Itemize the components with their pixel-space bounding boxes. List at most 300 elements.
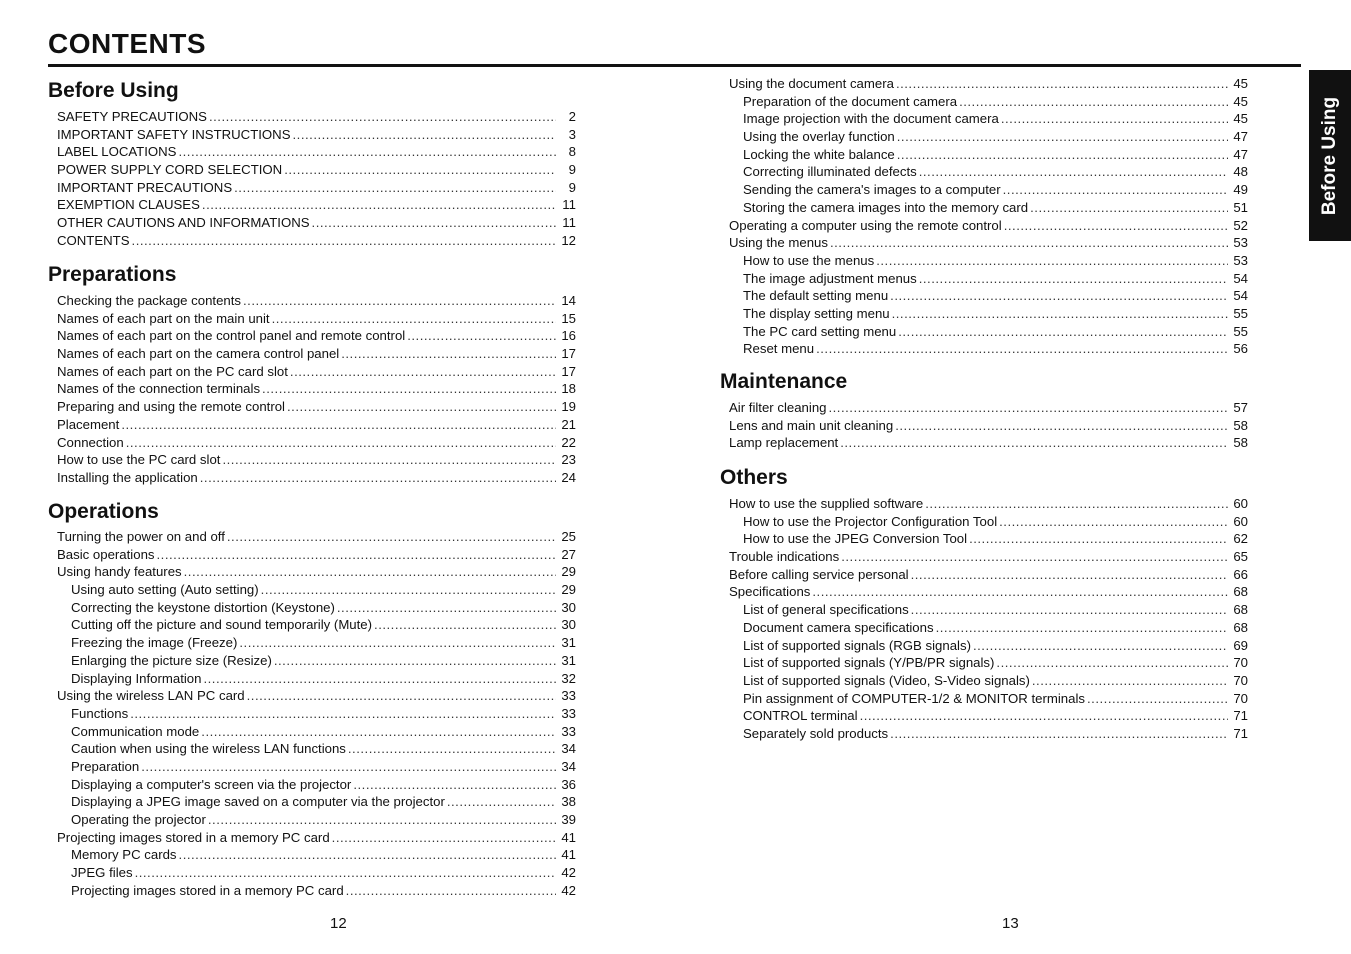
toc-entry-title: Sending the camera's images to a computer [743, 182, 1001, 198]
toc-entry [729, 399, 1248, 417]
toc-dot-leader [222, 451, 556, 469]
toc-entry-page: 22 [561, 434, 576, 450]
toc-entry [57, 687, 576, 705]
toc-entry-page: 18 [561, 381, 576, 397]
toc-entry-title: Air filter cleaning [729, 400, 827, 415]
toc-entry [729, 707, 1248, 725]
toc-entry-title: SAFETY PRECAUTIONS [57, 109, 207, 124]
toc-entry [57, 546, 576, 564]
toc-entry-page: 29 [561, 582, 576, 598]
toc-entry-title: Using the wireless LAN PC card [57, 688, 245, 704]
toc-entry-title: The display setting menu [743, 305, 890, 321]
toc-entry-page: 32 [561, 670, 576, 686]
toc-entry [57, 634, 576, 652]
section-heading-preparations: Preparations [48, 263, 177, 286]
toc-entry-title: Using auto setting (Auto setting) [71, 582, 259, 598]
toc-dot-leader [969, 530, 1228, 548]
toc-entry-page: 57 [1233, 400, 1248, 415]
toc-entry [57, 882, 576, 900]
toc-entry [57, 705, 576, 723]
toc-dot-leader [919, 163, 1228, 181]
toc-entry-page: 9 [568, 162, 576, 178]
toc-dot-leader [126, 434, 556, 452]
toc-dot-leader [828, 399, 1228, 417]
toc-entry-page: 19 [561, 399, 576, 415]
toc-dot-leader [919, 270, 1228, 288]
toc-entry-title: JPEG files [71, 865, 133, 881]
toc-entry-title: Before calling service personal [729, 566, 909, 582]
toc-dot-leader [348, 740, 556, 758]
toc-entry-page: 53 [1233, 235, 1248, 251]
toc-entry [57, 740, 576, 758]
toc-entry-title: Document camera specifications [743, 619, 934, 635]
toc-entry-page: 60 [1233, 496, 1248, 511]
toc-entry-title: Displaying Information [71, 670, 202, 686]
toc-entry-title: List of supported signals (Y/PB/PR signals) [743, 655, 995, 671]
toc-entry [729, 672, 1248, 690]
toc-entry-page: 27 [561, 546, 576, 562]
toc-entry [57, 846, 576, 864]
toc-entry-title: Correcting illuminated defects [743, 164, 917, 180]
toc-entry [729, 305, 1248, 323]
toc-dot-leader [1004, 217, 1228, 235]
toc-dot-leader [897, 128, 1228, 146]
toc-entry-title: Installing the application [57, 469, 198, 485]
toc-entry [57, 599, 576, 617]
toc-entry-page: 11 [562, 215, 576, 231]
toc-entry [729, 690, 1248, 708]
toc-entry-title: How to use the PC card slot [57, 452, 221, 468]
toc-entry-page: 58 [1233, 417, 1248, 433]
toc-entry-title: Image projection with the document camera [743, 111, 999, 127]
toc-dot-leader [312, 214, 556, 232]
toc-entry-title: How to use the supplied software [729, 496, 924, 511]
toc-entry-page: 58 [1233, 435, 1248, 451]
toc-entry-title: The default setting menu [743, 288, 889, 304]
toc-entry [57, 652, 576, 670]
toc-list-operations [57, 528, 576, 899]
toc-entry-page: 16 [561, 328, 576, 344]
toc-dot-leader [936, 619, 1228, 637]
toc-entry-page: 42 [561, 882, 576, 898]
toc-entry [57, 310, 576, 328]
title-divider [48, 64, 1301, 67]
toc-entry [57, 670, 576, 688]
toc-entry-page: 53 [1233, 252, 1248, 268]
toc-entry [729, 217, 1248, 235]
toc-entry-title: Basic operations [57, 546, 155, 562]
toc-entry-page: 70 [1233, 672, 1248, 688]
toc-dot-leader [1032, 672, 1228, 690]
toc-entry-page: 45 [1233, 76, 1248, 91]
toc-entry-page: 45 [1233, 93, 1248, 109]
toc-entry-page: 45 [1233, 111, 1248, 127]
toc-entry [729, 252, 1248, 270]
toc-entry-title: Functions [71, 705, 129, 721]
toc-entry-title: Operating a computer using the remote control [729, 217, 1002, 233]
toc-entry-title: How to use the JPEG Conversion Tool [743, 531, 968, 547]
toc-entry [729, 110, 1248, 128]
toc-dot-leader [227, 528, 556, 546]
toc-entry [57, 616, 576, 634]
toc-dot-leader [816, 340, 1228, 358]
toc-entry [57, 232, 576, 250]
toc-entry-page: 30 [561, 599, 576, 615]
toc-dot-leader [239, 634, 556, 652]
toc-dot-leader [812, 583, 1228, 601]
toc-entry [729, 181, 1248, 199]
toc-dot-leader [895, 417, 1228, 435]
toc-entry [57, 143, 576, 161]
toc-entry-page: 47 [1233, 146, 1248, 162]
toc-entry [57, 292, 576, 310]
toc-entry [57, 829, 576, 847]
toc-entry-title: LABEL LOCATIONS [57, 144, 177, 160]
toc-list-preparations [57, 292, 576, 487]
toc-entry [729, 530, 1248, 548]
toc-entry-page: 33 [561, 723, 576, 739]
toc-entry [729, 619, 1248, 637]
toc-entry-page: 39 [561, 812, 576, 827]
toc-entry [57, 214, 576, 232]
toc-dot-leader [178, 143, 556, 161]
toc-entry-title: List of general specifications [743, 602, 909, 618]
toc-dot-leader [272, 310, 556, 328]
toc-entry-title: Communication mode [71, 723, 200, 739]
toc-entry [729, 495, 1248, 513]
toc-dot-leader [262, 380, 556, 398]
toc-entry [57, 581, 576, 599]
toc-entry-page: 70 [1233, 690, 1248, 706]
section-heading-maintenance: Maintenance [720, 370, 848, 393]
toc-entry-title: Turning the power on and off [57, 529, 225, 544]
toc-entry-page: 34 [561, 758, 576, 774]
toc-entry [57, 126, 576, 144]
toc-entry-title: Displaying a computer's screen via the projector [71, 776, 352, 792]
toc-dot-leader [130, 705, 556, 723]
toc-entry-page: 12 [561, 232, 576, 248]
toc-entry-title: POWER SUPPLY CORD SELECTION [57, 162, 283, 178]
toc-entry-page: 33 [561, 705, 576, 721]
toc-entry-page: 24 [561, 469, 576, 485]
toc-entry-title: Names of the connection terminals [57, 381, 261, 397]
toc-entry [57, 161, 576, 179]
toc-entry [57, 723, 576, 741]
toc-entry [57, 451, 576, 469]
toc-entry-page: 29 [561, 564, 576, 580]
toc-dot-leader [890, 287, 1228, 305]
toc-dot-leader [208, 811, 556, 829]
toc-dot-leader [346, 882, 556, 900]
toc-entry-page: 33 [561, 688, 576, 704]
side-tab [1309, 70, 1351, 241]
toc-entry-page: 69 [1233, 637, 1248, 653]
toc-dot-leader [876, 252, 1228, 270]
toc-entry-title: Lamp replacement [729, 435, 839, 451]
toc-entry-title: IMPORTANT SAFETY INSTRUCTIONS [57, 126, 291, 142]
toc-entry-page: 70 [1233, 655, 1248, 671]
toc-entry [729, 513, 1248, 531]
toc-entry-title: List of supported signals (Video, S-Video signals) [743, 672, 1030, 688]
toc-entry-title: Names of each part on the PC card slot [57, 363, 288, 379]
toc-entry-title: Correcting the keystone distortion (Keystone) [71, 599, 335, 615]
toc-entry [729, 725, 1248, 743]
toc-entry [729, 323, 1248, 341]
toc-entry-page: 34 [561, 741, 576, 757]
toc-dot-leader [1087, 690, 1228, 708]
toc-entry-title: Using the menus [729, 235, 828, 251]
toc-entry-title: Memory PC cards [71, 847, 177, 863]
toc-entry-title: Specifications [729, 584, 811, 600]
toc-entry-page: 55 [1233, 305, 1248, 321]
toc-dot-leader [287, 398, 556, 416]
toc-entry [57, 363, 576, 381]
toc-entry-page: 41 [561, 829, 576, 845]
toc-dot-leader [202, 196, 556, 214]
toc-entry [729, 146, 1248, 164]
toc-dot-leader [200, 469, 556, 487]
toc-entry-title: Pin assignment of COMPUTER-1/2 & MONITOR terminals [743, 690, 1085, 706]
toc-dot-leader [890, 725, 1228, 743]
toc-entry [729, 566, 1248, 584]
toc-entry-title: Enlarging the picture size (Resize) [71, 652, 272, 668]
toc-entry-page: 65 [1233, 549, 1248, 565]
toc-entry-title: CONTROL terminal [743, 708, 858, 724]
toc-entry [729, 637, 1248, 655]
toc-dot-leader [132, 232, 556, 250]
toc-entry-title: Operating the projector [71, 812, 206, 827]
toc-dot-leader [447, 793, 556, 811]
toc-entry [57, 811, 576, 829]
toc-entry-page: 66 [1233, 566, 1248, 582]
toc-dot-leader [830, 234, 1228, 252]
toc-dot-leader [959, 93, 1228, 111]
toc-dot-leader [121, 416, 556, 434]
toc-entry-page: 31 [561, 635, 576, 651]
toc-entry-page: 71 [1233, 725, 1248, 741]
toc-entry-page: 31 [561, 652, 576, 668]
toc-entry-title: Cutting off the picture and sound temporarily (Mute) [71, 617, 373, 633]
toc-entry-page: 52 [1233, 217, 1248, 233]
toc-dot-leader [341, 345, 556, 363]
toc-entry [729, 434, 1248, 452]
toc-entry [729, 270, 1248, 288]
toc-entry-page: 54 [1233, 288, 1248, 304]
side-tab-label: Before Using [1319, 96, 1340, 215]
toc-entry-title: Locking the white balance [743, 146, 895, 162]
toc-entry-page: 38 [561, 794, 576, 810]
toc-dot-leader [141, 758, 556, 776]
toc-dot-leader [157, 546, 557, 564]
toc-entry-title: Preparation [71, 758, 140, 774]
toc-dot-leader [293, 126, 557, 144]
toc-list-operations-continued [729, 75, 1248, 358]
toc-dot-leader [203, 670, 556, 688]
toc-dot-leader [996, 654, 1228, 672]
toc-entry [729, 128, 1248, 146]
toc-entry-title: Checking the package contents [57, 293, 242, 308]
toc-dot-leader [374, 616, 556, 634]
toc-dot-leader [892, 305, 1228, 323]
toc-dot-leader [840, 434, 1228, 452]
toc-entry [729, 583, 1248, 601]
toc-entry-page: 41 [561, 847, 576, 863]
toc-entry-title: Connection [57, 434, 124, 450]
toc-entry-title: Displaying a JPEG image saved on a computer via the projector [71, 794, 445, 810]
toc-dot-leader [897, 146, 1228, 164]
toc-entry [729, 417, 1248, 435]
toc-entry [57, 528, 576, 546]
toc-entry-page: 8 [568, 144, 576, 160]
toc-dot-leader [135, 864, 556, 882]
toc-entry-page: 3 [568, 126, 576, 142]
toc-entry-title: List of supported signals (RGB signals) [743, 637, 971, 653]
toc-entry [729, 548, 1248, 566]
toc-dot-leader [247, 687, 556, 705]
toc-entry-title: The image adjustment menus [743, 270, 917, 286]
toc-dot-leader [353, 776, 556, 794]
toc-entry-title: Names of each part on the control panel and remote control [57, 328, 406, 344]
toc-list-maintenance [729, 399, 1248, 452]
toc-dot-leader [860, 707, 1228, 725]
toc-entry-page: 2 [568, 109, 576, 124]
toc-entry [729, 601, 1248, 619]
toc-entry-title: Names of each part on the main unit [57, 310, 270, 326]
toc-entry-title: How to use the Projector Configuration Tool [743, 513, 998, 529]
toc-dot-leader [179, 846, 556, 864]
toc-entry-title: Placement [57, 416, 120, 432]
toc-dot-leader [911, 566, 1228, 584]
toc-dot-leader [925, 495, 1228, 513]
toc-entry [57, 179, 576, 197]
toc-entry [729, 234, 1248, 252]
toc-dot-leader [1030, 199, 1228, 217]
toc-entry-page: 23 [561, 452, 576, 468]
toc-dot-leader [1001, 110, 1228, 128]
toc-entry-title: Trouble indications [729, 549, 840, 565]
toc-dot-leader [841, 548, 1228, 566]
toc-entry-title: Using handy features [57, 564, 182, 580]
toc-list-others [729, 495, 1248, 743]
toc-entry-page: 68 [1233, 602, 1248, 618]
toc-entry-page: 21 [561, 416, 576, 432]
toc-entry [57, 380, 576, 398]
toc-entry-title: Lens and main unit cleaning [729, 417, 894, 433]
toc-dot-leader [284, 161, 556, 179]
toc-entry [729, 163, 1248, 181]
toc-entry-page: 30 [561, 617, 576, 633]
toc-entry [729, 93, 1248, 111]
toc-entry-title: CONTENTS [57, 232, 130, 248]
toc-dot-leader [911, 601, 1228, 619]
toc-entry-title: Storing the camera images into the memory card [743, 199, 1029, 215]
toc-entry-title: Preparing and using the remote control [57, 399, 285, 415]
toc-dot-leader [1003, 181, 1228, 199]
toc-dot-leader [407, 327, 556, 345]
toc-entry-title: Reset menu [743, 341, 815, 357]
toc-entry-page: 71 [1233, 708, 1248, 724]
toc-entry-page: 48 [1233, 164, 1248, 180]
toc-entry [57, 469, 576, 487]
toc-dot-leader [234, 179, 556, 197]
toc-entry-title: Using the document camera [729, 76, 894, 91]
toc-entry-page: 51 [1233, 199, 1248, 215]
toc-entry [729, 199, 1248, 217]
page-title: CONTENTS [48, 28, 206, 59]
toc-entry-page: 60 [1233, 513, 1248, 529]
toc-dot-leader [898, 323, 1228, 341]
section-heading-before-using: Before Using [48, 79, 179, 102]
toc-dot-leader [243, 292, 556, 310]
toc-entry-page: 54 [1233, 270, 1248, 286]
toc-entry [57, 108, 576, 126]
section-heading-others: Others [720, 466, 788, 489]
toc-entry [57, 776, 576, 794]
toc-entry-page: 14 [561, 293, 576, 308]
section-heading-operations: Operations [48, 500, 159, 523]
toc-entry-page: 49 [1233, 182, 1248, 198]
page-number-right: 13 [1002, 915, 1019, 932]
toc-entry-title: Freezing the image (Freeze) [71, 635, 238, 651]
toc-entry-page: 68 [1233, 584, 1248, 600]
toc-list-before-using [57, 108, 576, 250]
toc-entry [57, 327, 576, 345]
toc-entry [57, 196, 576, 214]
toc-entry-title: Projecting images stored in a memory PC card [57, 829, 330, 845]
toc-dot-leader [261, 581, 556, 599]
toc-entry-title: Projecting images stored in a memory PC card [71, 882, 344, 898]
toc-dot-leader [332, 829, 556, 847]
toc-dot-leader [201, 723, 556, 741]
toc-entry [57, 434, 576, 452]
toc-dot-leader [184, 563, 556, 581]
toc-entry [57, 793, 576, 811]
toc-entry-page: 15 [561, 310, 576, 326]
toc-entry [57, 398, 576, 416]
toc-dot-leader [999, 513, 1228, 531]
toc-entry-title: How to use the menus [743, 252, 875, 268]
toc-entry-page: 17 [561, 346, 576, 362]
toc-entry-page: 42 [561, 865, 576, 881]
toc-entry-page: 17 [561, 363, 576, 379]
toc-entry-title: The PC card setting menu [743, 323, 897, 339]
toc-dot-leader [337, 599, 556, 617]
toc-entry [57, 864, 576, 882]
toc-entry [729, 340, 1248, 358]
toc-entry-page: 36 [561, 776, 576, 792]
toc-entry-title: Names of each part on the camera control panel [57, 346, 340, 362]
toc-entry-title: Preparation of the document camera [743, 93, 958, 109]
toc-entry-page: 11 [562, 197, 576, 213]
toc-entry-page: 62 [1233, 531, 1248, 547]
toc-entry-page: 55 [1233, 323, 1248, 339]
toc-entry [729, 287, 1248, 305]
page-number-left: 12 [330, 915, 347, 932]
toc-entry-title: Using the overlay function [743, 129, 895, 145]
toc-dot-leader [896, 75, 1228, 93]
toc-entry [57, 416, 576, 434]
toc-entry-title: IMPORTANT PRECAUTIONS [57, 179, 233, 195]
toc-entry-page: 25 [561, 529, 576, 544]
toc-entry-title: Caution when using the wireless LAN functions [71, 741, 346, 757]
toc-entry [729, 654, 1248, 672]
toc-entry-page: 68 [1233, 619, 1248, 635]
toc-entry-title: OTHER CAUTIONS AND INFORMATIONS [57, 215, 310, 231]
toc-dot-leader [973, 637, 1228, 655]
toc-dot-leader [209, 108, 556, 126]
toc-entry-page: 47 [1233, 129, 1248, 145]
toc-dot-leader [274, 652, 556, 670]
